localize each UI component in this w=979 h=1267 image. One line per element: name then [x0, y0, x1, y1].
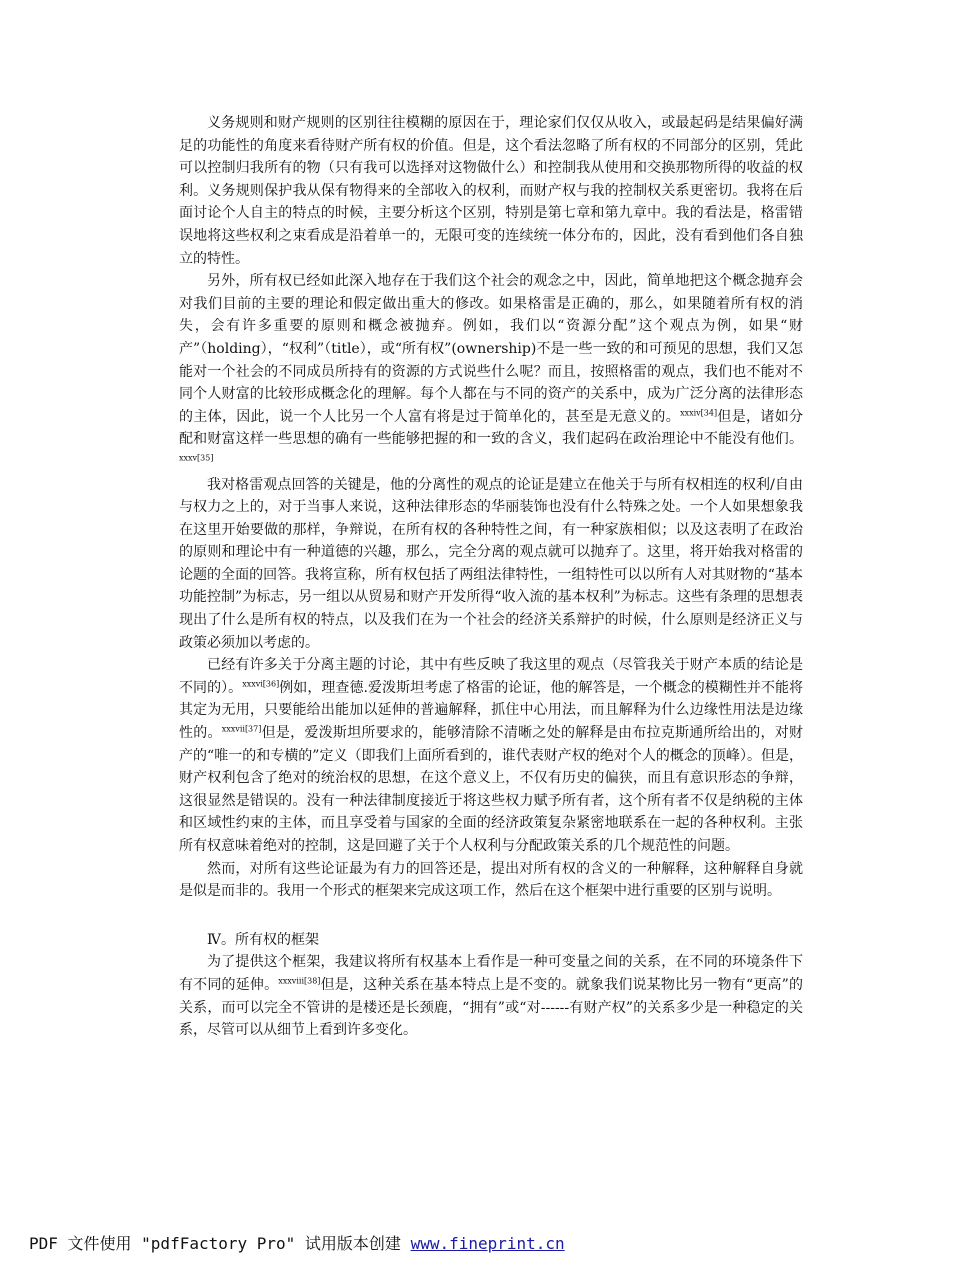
paragraph-4-text-b: 例如，理查德.爱泼斯坦考虑了格雷的论证，他的解答是，一个概念的模糊性并不能将其定为无用，只要能给出能加以延伸的普遍解释，抓住中心用法，而且解释为什么边缘性用法是边缘性的。 [179, 679, 804, 742]
paragraph-4-text-a: 已经有许多关于分离主题的讨论，其中有些反映了我这里的观点（尽管我关于财产本质的结论是不同的）。 [179, 657, 803, 696]
paragraph-4 [179, 654, 803, 857]
footnote-ref-37: xxxvii[37] [221, 724, 262, 734]
paragraph-2-text-a: 另外，所有权已经如此深入地存在于我们这个社会的观念之中，因此，简单地把这个概念抛弃会对我们目前的主要的理论和假定做出重大的修改。如果格雷是正确的，那么，如果随着所有权的消失，会有许多重要的原则和概念被抛弃。例如，我们以“资源分配”这个观点为例，如果“财产”（holding），“权利”（title），或“所有权”(ownership)不是一些一致的和可预见的思想，我们又怎能对一个社会的不同成员所持有的资源的方式说些什么呢？而且，按照格雷的观点，我们也不能对不同个人财富的比较形成概念化的理解。每个人都在与不同的资产的关系中，成为广泛分离的法律形态的主体，因此，说一个人比另一个人富有将是过于简单化的，甚至是无意义的。 [179, 273, 803, 425]
fineprint-link[interactable]: www.fineprint.cn [410, 1234, 565, 1253]
footnote-ref-34: xxxiv[34] [680, 408, 718, 418]
paragraph-3: 我对格雷观点回答的关键是，他的分离性的观点的论证是建立在他关于与所有权相连的权利/自由与权力之上的，对于当事人来说，这种法律形态的华丽装饰也没有什么特殊之处。一个人如果想象我在这里开始要做的那样，争辩说，在所有权的各种特性之间，有一种家族相似；以及这表明了在政治的原则和理论中有一种道德的兴趣，那么，完全分离的观点就可以抛弃了。这里，将开始我对格雷的论题的全面的回答。我将宣称，所有权包括了两组法律特性，一组特性可以以所有人对其财物的“基本功能控制”为标志，另一组以从贸易和财产开发所得“收入流的基本权利”为标志。这些有条理的思想表现出了什么是所有权的特点，以及我们在为一个社会的经济关系辩护的时候，什么原则是经济正义与政策必须加以考虑的。 [179, 476, 803, 651]
section-heading: Ⅳ。所有权的框架 [207, 931, 319, 948]
footnote-ref-38: xxxviii[38] [278, 976, 321, 986]
paragraph-5: 然而，对所有这些论证最为有力的回答还是，提出对所有权的含义的一种解释，这种解释自身就是似是而非的。我用一个形式的框架来完成这项工作，然后在这个框架中进行重要的区别与说明。 [179, 860, 803, 900]
paragraph-2-text-b: 但是，诸如分配和财富这样一些思想的确有一些能够把握的和一致的含义，我们起码在政治理论中不能没有他们。 [179, 408, 804, 448]
document-body [179, 112, 803, 1042]
footnote-ref-36: xxxvi[36] [242, 679, 280, 689]
footnote-ref-35: xxxv[35] [179, 453, 214, 463]
pdf-footer [29, 1231, 565, 1254]
footer-text: PDF 文件使用 "pdfFactory Pro" 试用版本创建 [29, 1234, 411, 1253]
section-paragraph-text-b: 但是，这种关系在基本特点上是不变的。就象我们说某物比另一物有“更高”的关系，而可以完全不管讲的是楼还是长颈鹿，“拥有”或“对------有财产权”的关系多少是一种稳定的关系，尽管可以从细节上看到许多变化。 [179, 976, 804, 1039]
paragraph-4-text-c: 但是，爱泼斯坦所要求的，能够清除不清晰之处的解释是由布拉克斯通所给出的，对财产的“唯一的和专横的”定义（即我们上面所看到的，谁代表财产权的绝对个人的概念的顶峰）。但是，财产权利包含了绝对的统治权的思想，在这个意义上，不仅有历史的偏狭，而且有意识形态的争辩，这很显然是错误的。没有一种法律制度接近于将这些权力赋予所有者，这个所有者不仅是纳税的主体和区域性约束的主体，而且享受着与国家的全面的经济政策复杂紧密地联系在一起的各种权利。主张所有权意味着绝对的控制，这是回避了关于个人权利与分配政策关系的几个规范性的问题。 [179, 725, 804, 854]
paragraph-1: 义务规则和财产规则的区别往往模糊的原因在于，理论家们仅仅从收入，或最起码是结果偏好满足的功能性的角度来看待财产所有权的价值。但是，这个看法忽略了所有权的不同部分的区别，凭此可以控制归我所有的物（只有我可以选择对这物做什么）和控制我从使用和交换那物所得的收益的权利。义务规则保护我从保有物得来的全部收入的权利，而财产权与我的控制权关系更密切。我将在后面讨论个人自主的特点的时候，主要分析这个区别，特别是第七章和第九章中。我的看法是，格雷错误地将这些权利之束看成是沿着单一的，无限可变的连续统一体分布的，因此，没有看到他们各自独立的特性。 [179, 115, 803, 267]
paragraph-2 [179, 270, 803, 473]
section-paragraph [179, 951, 803, 1041]
section-paragraph-text-a: 为了提供这个框架，我建议将所有权基本上看作是一种可变量之间的关系，在不同的环境条件下有不同的延伸。 [179, 954, 803, 993]
